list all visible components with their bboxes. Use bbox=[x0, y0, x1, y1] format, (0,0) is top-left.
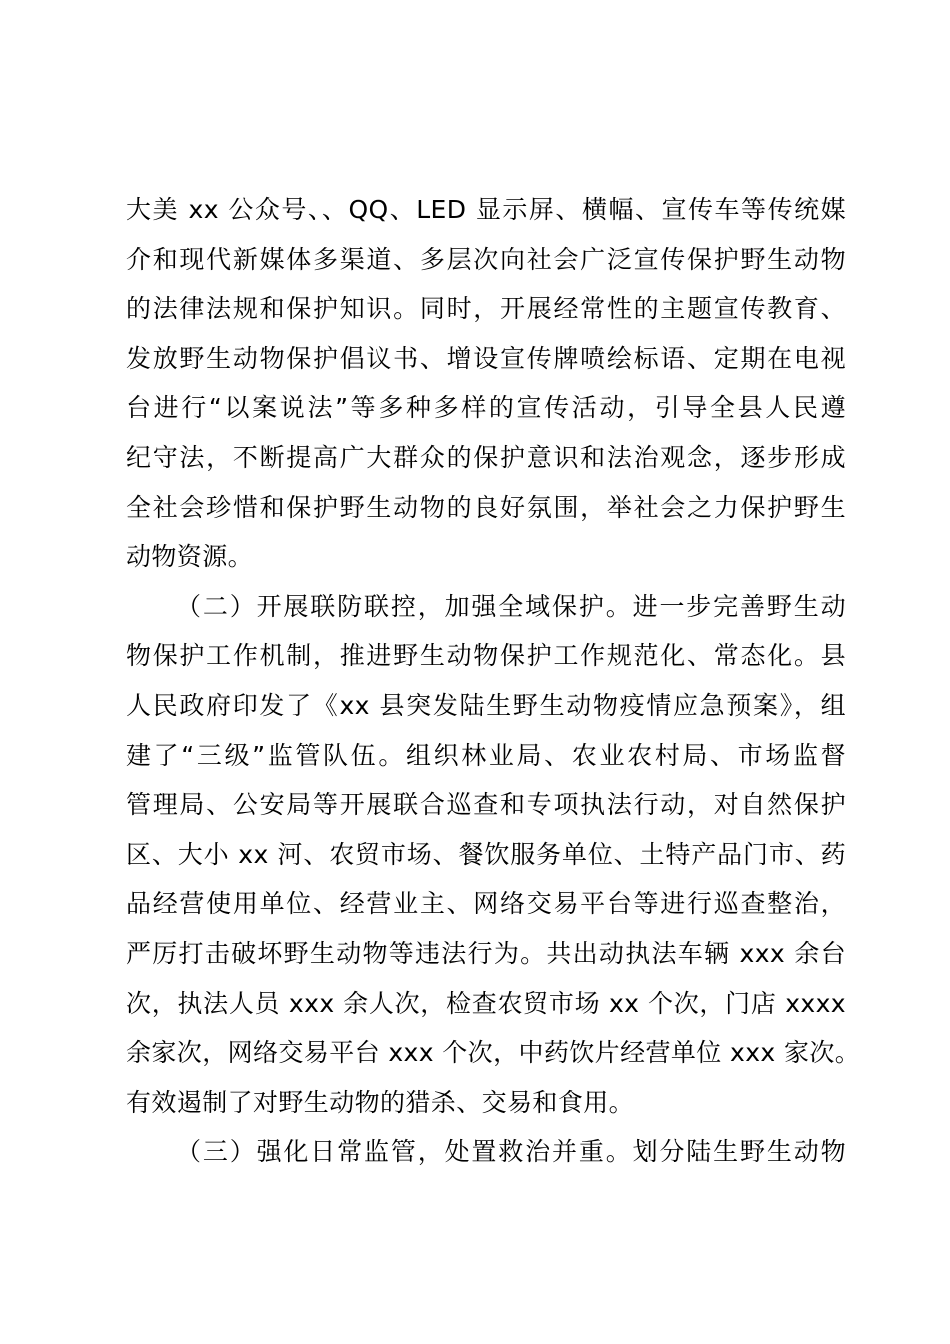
text-line: 人民政府印发了《xx 县突发陆生野生动物疫情应急预案》，组 bbox=[126, 690, 846, 720]
text-line: 纪守法，不断提高广大群众的保护意识和法治观念，逐步形成 bbox=[126, 442, 846, 472]
text-line: 全社会珍惜和保护野生动物的良好氛围，举社会之力保护野生 bbox=[126, 492, 846, 522]
text-line: 严厉打击破坏野生动物等违法行为。共出动执法车辆 xxx 余台 bbox=[126, 938, 846, 968]
paragraph-publicity bbox=[126, 185, 846, 582]
paragraph-joint-prevention bbox=[126, 582, 861, 1128]
text-line: 品经营使用单位、经营业主、网络交易平台等进行巡查整治， bbox=[126, 889, 846, 919]
text-line: 区、大小 xx 河、农贸市场、餐饮服务单位、土特产品门市、药 bbox=[126, 839, 846, 869]
text-line: 发放野生动物保护倡议书、增设宣传牌喷绘标语、定期在电视 bbox=[126, 343, 846, 373]
paragraph-daily-supervision bbox=[126, 1127, 846, 1177]
text-line: 物保护工作机制，推进野生动物保护工作规范化、常态化。县 bbox=[126, 641, 846, 671]
section-heading-line: （二）开展联防联控，加强全域保护。进一步完善野生动 bbox=[176, 591, 846, 621]
text-line: 有效遏制了对野生动物的猎杀、交易和食用。 bbox=[126, 1087, 635, 1117]
text-line: 台进行“以案说法”等多种多样的宣传活动，引导全县人民遵 bbox=[126, 393, 846, 423]
text-line: 余家次，网络交易平台 xxx 个次，中药饮片经营单位 xxx 家次。 bbox=[126, 1038, 861, 1068]
text-line: 大美 xx 公众号、、QQ、LED 显示屏、横幅、宣传车等传统媒 bbox=[126, 195, 846, 224]
text-line: 管理局、公安局等开展联合巡查和专项执法行动，对自然保护 bbox=[126, 790, 846, 820]
document-body bbox=[126, 185, 861, 1177]
section-heading-line: （三）强化日常监管，处置救治并重。划分陆生野生动物 bbox=[176, 1137, 846, 1167]
text-line: 动物资源。 bbox=[126, 542, 254, 572]
text-line: 介和现代新媒体多渠道、多层次向社会广泛宣传保护野生动物 bbox=[126, 244, 846, 274]
text-line: 建了“三级”监管队伍。组织林业局、农业农村局、市场监督 bbox=[126, 740, 846, 770]
text-line: 的法律法规和保护知识。同时，开展经常性的主题宣传教育、 bbox=[126, 294, 846, 324]
text-line: 次，执法人员 xxx 余人次，检查农贸市场 xx 个次，门店 xxxx bbox=[126, 988, 846, 1018]
